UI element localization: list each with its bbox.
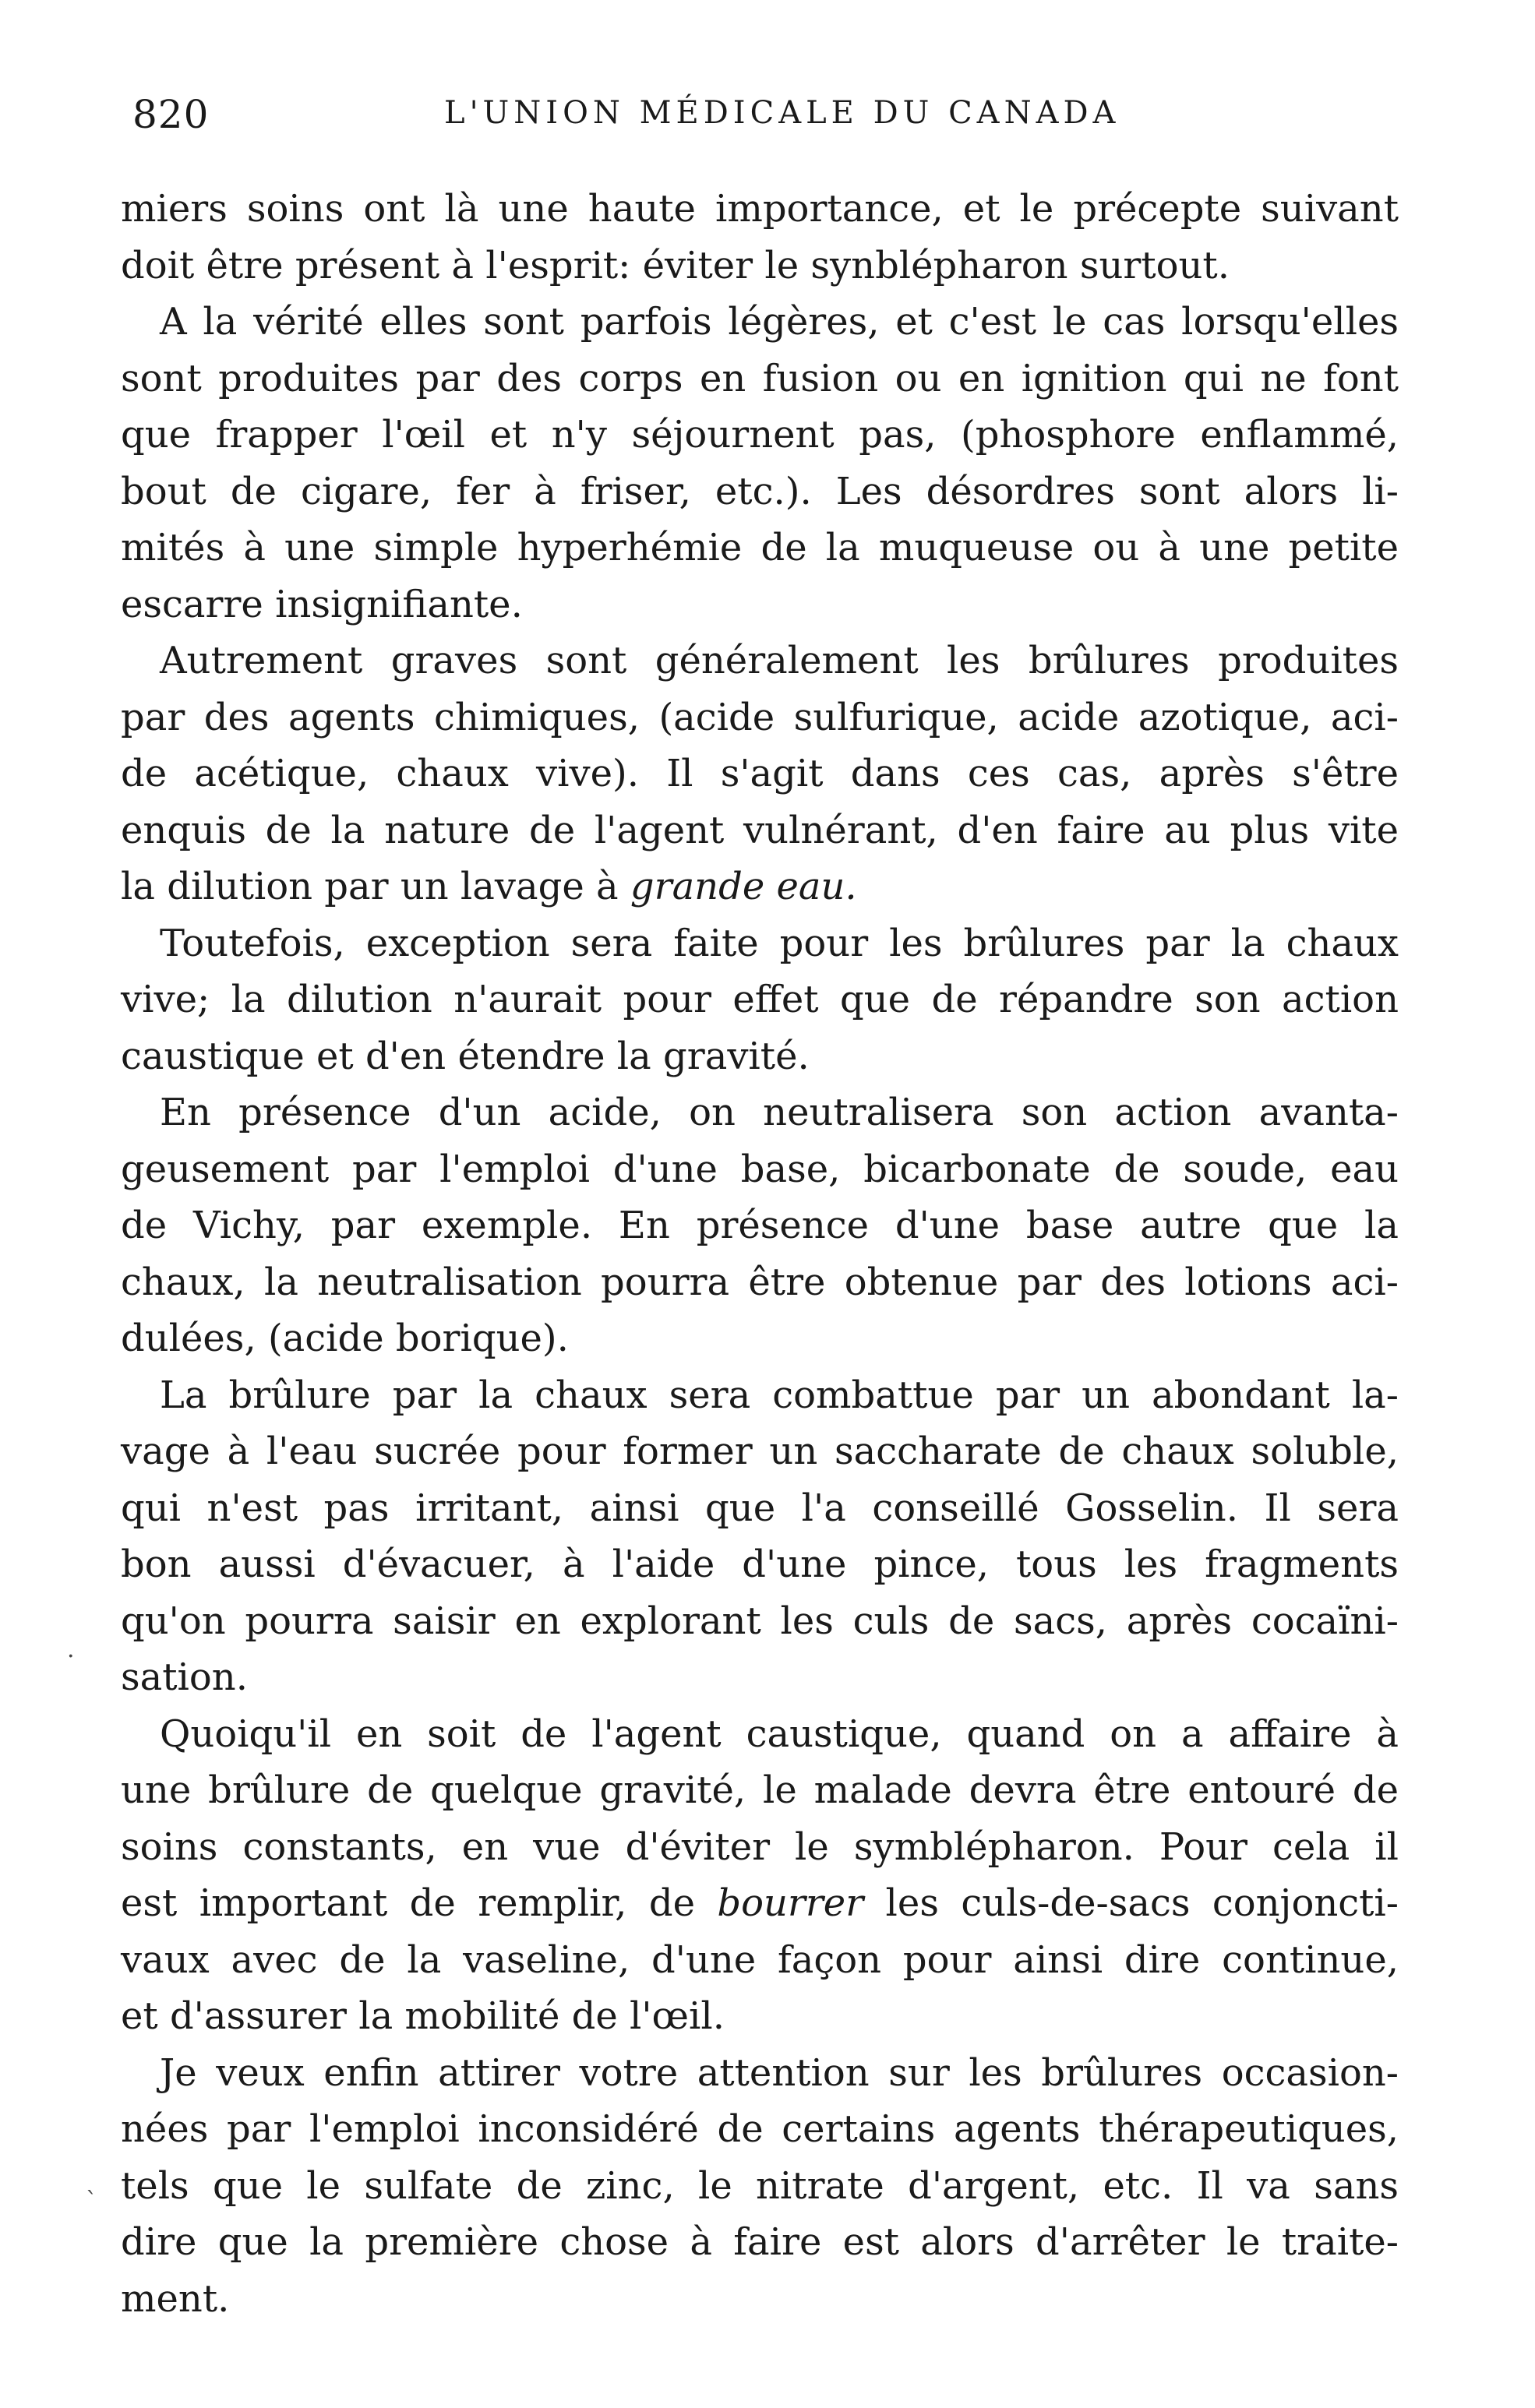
text-line: par des agents chimiques, (acide sulfurique, acide azotique, aci- [121,695,1399,739]
text-line: Toutefois, exception sera faite pour les brûlures par la chaux [160,921,1399,965]
text-line: miers soins ont là une haute importance, et le précepte suivant [121,187,1399,231]
text-line [121,1875,1399,1932]
text-line: chaux, la neutralisation pourra être obtenue par des lotions aci- [121,1260,1399,1304]
text-line: Autrement graves sont généralement les brûlures produites [160,639,1399,682]
paragraph-4 [121,915,1399,1085]
text-line: qui n'est pas irritant, ainsi que l'a conseillé Gosselin. Il sera [121,1486,1399,1530]
text-line: sation. [121,1655,248,1699]
text-line: que frapper l'œil et n'y séjournent pas, (phosphore enflammé, [121,413,1399,457]
text-line: mités à une simple hyperhémie de la muqueuse ou à une petite [121,526,1399,569]
margin-mark: ` [86,2188,97,2215]
text-line: doit être présent à l'esprit: éviter le synblépharon surtout. [121,243,1230,287]
paragraph-1 [121,181,1399,294]
text-line: Je veux enfin attirer votre attention sur les brûlures occasion- [160,2050,1399,2095]
text-run: est important de remplir, de [121,1881,718,1925]
text-line: une brûlure de quelque gravité, le malade devra être entouré de [121,1768,1399,1812]
text-line: bon aussi d'évacuer, à l'aide d'une pince, tous les fragments [121,1542,1399,1586]
text-line: soins constants, en vue d'éviter le symblépharon. Pour cela il [121,1825,1399,1869]
text-line: et d'assurer la mobilité de l'œil. [121,1994,725,2038]
paragraph-2 [121,294,1399,633]
paragraph-3 [121,633,1399,915]
text-line: caustique et d'en étendre la gravité. [121,1034,810,1078]
text-line: nées par l'emploi inconsidéré de certains agents thérapeutiques, [121,2107,1399,2151]
italic-text: bourrer [717,1881,864,1925]
body-text [121,181,1399,2327]
paragraph-7 [121,1706,1399,2045]
text-line: A la vérité elles sont parfois légères, et c'est le cas lorsqu'elles [160,300,1399,344]
running-head [132,92,1395,146]
text-line: tels que le sulfate de zinc, le nitrate d'argent, etc. Il va sans [121,2163,1399,2208]
text-line: dire que la première chose à faire est alors d'arrêter le traite- [121,2220,1399,2264]
margin-mark: . [67,1636,75,1663]
paragraph-6 [121,1367,1399,1706]
text-line: vive; la dilution n'aurait pour effet que de répandre son action [121,978,1399,1021]
text-line: sont produites par des corps en fusion ou en ignition qui ne font [121,356,1399,400]
text-line: En présence d'un acide, on neutralisera son action avanta- [160,1091,1399,1134]
text-line: vaux avec de la vaseline, d'une façon pour ainsi dire continue, [121,1937,1399,1982]
text-line: ment. [121,2276,230,2321]
text-run: les culs-de-sacs conjoncti- [863,1881,1399,1925]
paragraph-5 [121,1084,1399,1367]
text-line: bout de cigare, fer à friser, etc.). Les désordres sont alors li- [121,469,1399,513]
journal-title: L'UNION MÉDICALE DU CANADA [444,95,1120,131]
text-line: Quoiqu'il en soit de l'agent caustique, quand on a affaire à [160,1712,1399,1756]
text-line: escarre insignifiante. [121,582,523,626]
text-line: enquis de la nature de l'agent vulnérant, d'en faire au plus vite [121,808,1399,852]
text-run: la dilution par un lavage à [121,865,630,908]
text-line: dulées, (acide borique). [121,1317,569,1360]
text-line: vage à l'eau sucrée pour former un saccharate de chaux soluble, [121,1430,1399,1473]
paragraph-8 [121,2045,1399,2328]
page-number: 820 [132,92,210,137]
text-line: La brûlure par la chaux sera combattue par un abondant la- [160,1373,1399,1417]
text-line: qu'on pourra saisir en explorant les culs de sacs, après cocaïni- [121,1599,1399,1643]
text-line: de Vichy, par exemple. En présence d'une base autre que la [121,1204,1399,1247]
italic-text: grande eau. [630,865,857,908]
text-line: geusement par l'emploi d'une base, bicarbonate de soude, eau [121,1147,1399,1191]
text-line [121,858,1399,915]
text-line: de acétique, chaux vive). Il s'agit dans ces cas, après s'être [121,752,1399,795]
